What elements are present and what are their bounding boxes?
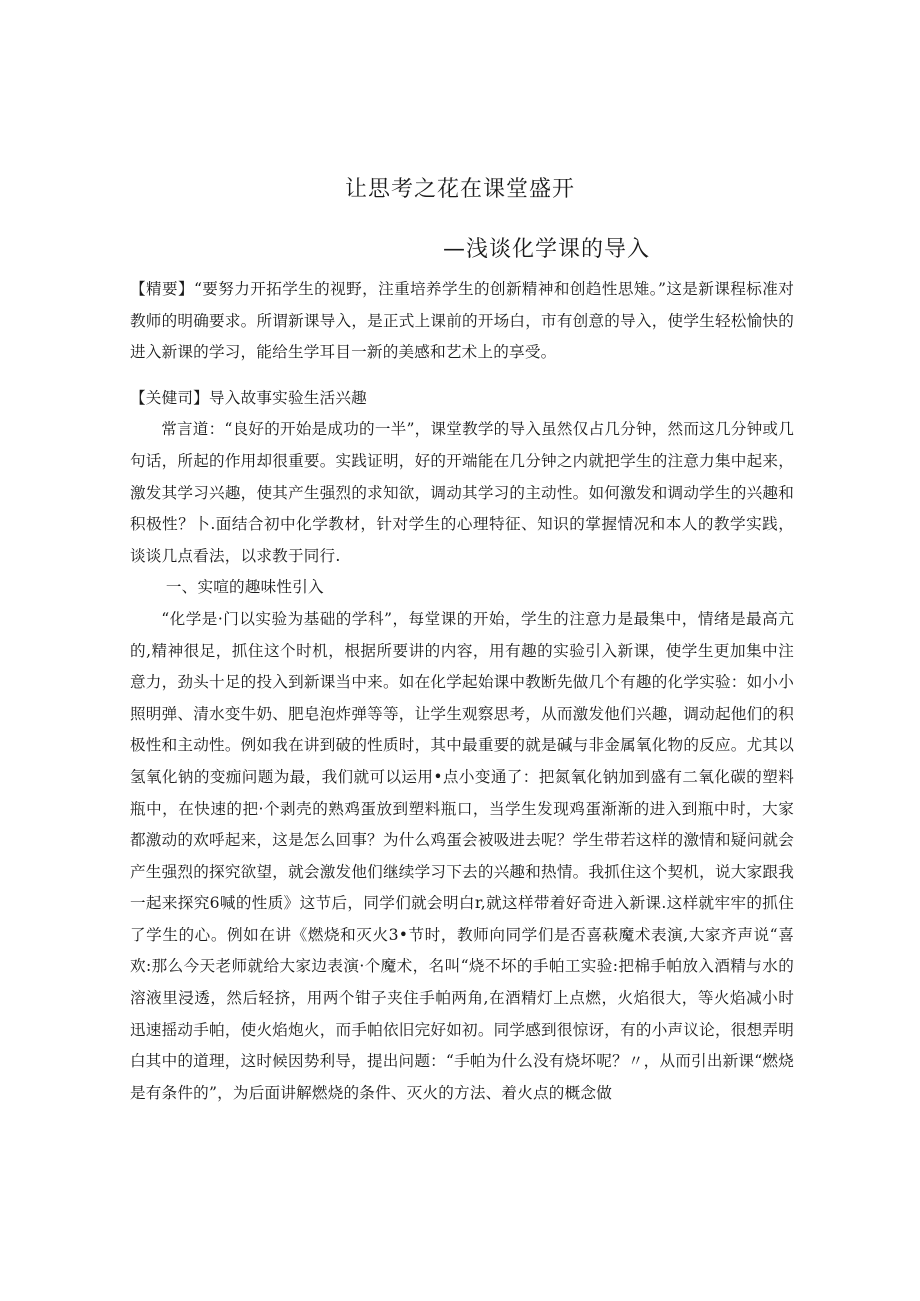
section-heading: 一、实喧的趣味性引入 (165, 578, 324, 597)
abstract-label: 【精要】 (130, 280, 194, 298)
page-title: 让思考之花在课堂盛开 (344, 177, 575, 202)
section-paragraph: “化学是·门以实验为基础的学科”，每堂课的开始，学生的注意力是最集中，情绪是最高亢的,精神很足，抓住这个时机，根据所要讲的内容，用有趣的实验引入新课，使学生更加集中注意力，劲头十足的投入到新课当中来。如在化学起始课中教断先做几个有趣的化学实验：如小小照明弹、清水变牛奶、肥皂泡炸弹等等，让学生观察思考，从而激发他们兴趣，调动起他们的积极性和主动性。例如我在讲到破的性质时，其中最重要的就是碱与非金属氧化物的反应。尤其以氢氧化钠的变痂问题为最，我们就可以运用•点小变通了：把氮氧化钠加到盛有二氧化碳的塑料瓶中，在快速的把·个剥壳的熟鸡蛋放到塑料瓶口，当学生发现鸡蛋渐渐的进入到瓶中时，大家都激动的欢呼起来，这是怎么回事？为什么鸡蛋会被吸进去呢？学生带若这样的激情和疑问就会产生强烈的探究欲望，就会激发他们继续学习下去的兴趣和热情。我抓住这个契机，说大家跟我一起来探究6喊的性质》这节后，同学们就会明白r,就这样带着好奇进入新课.这样就牢牢的抓住了学生的心。例如在讲《燃烧和灭火3•节时，教师向同学们是否喜萩魔术表演,大家齐声说“喜欢:那么今天老师就给大家边表演·个魔术，名叫“烧不坏的手帕工实验:把棉手帕放入酒精与水的溶液里浸透，然后轻挤，用两个钳子夹住手帕两角,在酒精灯上点燃，火焰很大，等火焰减小时迅速摇动手帕，使火焰炮火，而手帕依旧完好如初。同学感到很惊讶，有的小声议论，很想弄明白其中的道理，这时候因势利导，提出问题：“手帕为什么没有烧坏呢？〃，从而引出新课“燃烧是有条件的”，为后面讲解燃烧的条件、灭火的方法、着火点的概念做 (130, 609, 794, 1102)
keywords-label: 【关健司】 (130, 388, 209, 407)
keywords-paragraph (130, 383, 794, 415)
abstract-text: “要努力开拓学生的视野，注重培养学生的创新精神和创趋性思雉。”这是新课程标准对教师的明确要求。所谓新课导入，是正式上课前的开场白，市有创意的导入，使学生轻松愉快的进入新课的学习，能给生学耳目一新的美感和艺术上的享受。 (130, 280, 794, 362)
document-body (130, 274, 794, 1109)
abstract-paragraph (130, 274, 794, 369)
intro-paragraph: 常言道：“良好的开始是成功的一半”，课堂教学的导入虽然仅占几分钟，然而这几分钟或几句话，所起的作用却很重要。实践证明，好的开端能在几分钟之内就把学生的注意力集中起来，激发其学习兴趣，使其产生强烈的求知欲，调动其学习的主动性。如何激发和调动学生的兴趣和积极性？卜.面结合初中化学教材，针对学生的心理特征、知识的掌握情况和本人的教学实践，谈谈几点看法，以求教于同行. (130, 420, 794, 565)
keywords-text: 导入故事实验生活兴趣 (208, 388, 367, 407)
page-subtitle: —浅谈化学课的导入 (443, 237, 651, 262)
